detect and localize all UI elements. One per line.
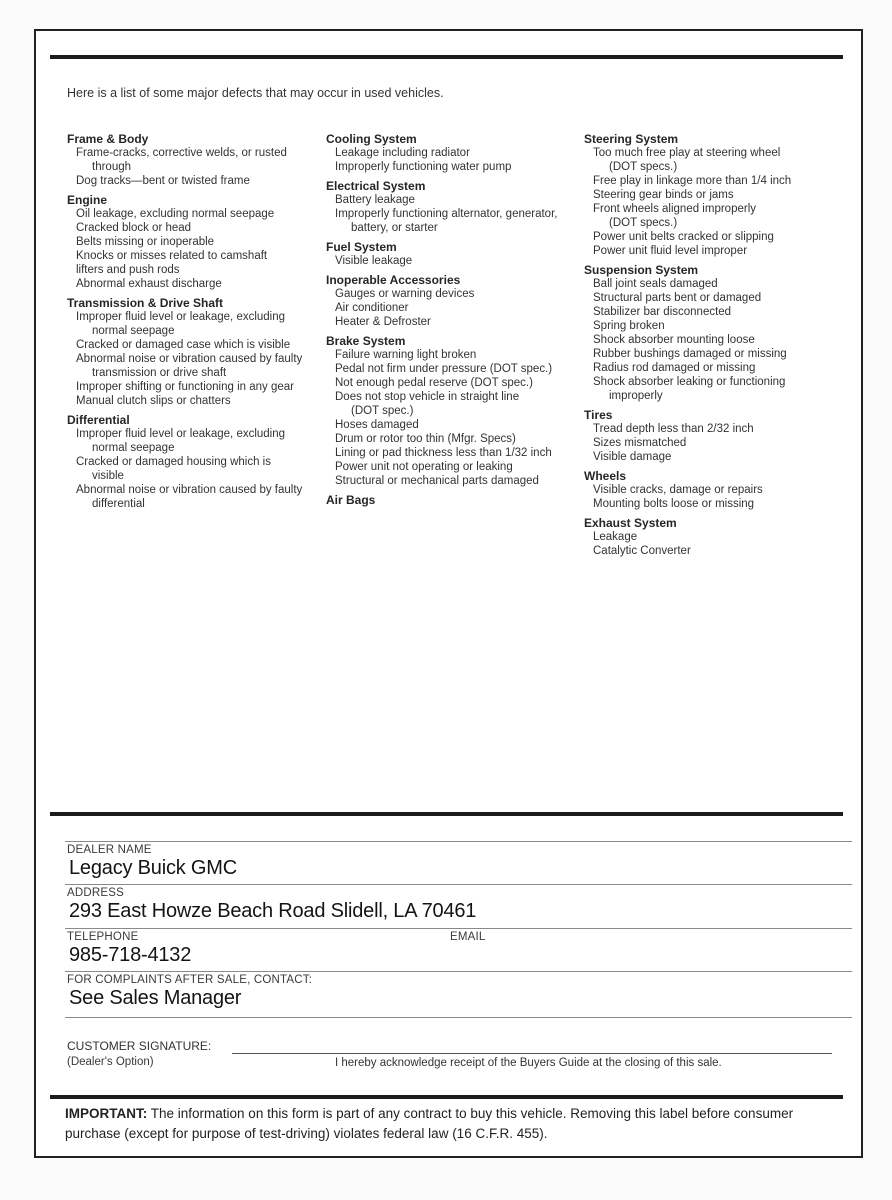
defect-line: Visible cracks, damage or repairs [593,484,763,496]
defect-section-title: Cooling System [326,132,417,146]
defect-line: battery, or starter [351,222,438,234]
defect-line: Catalytic Converter [593,545,691,557]
defect-section-title: Steering System [584,132,679,146]
defect-line: Battery leakage [335,194,415,206]
defect-line: through [92,161,132,173]
defect-line: Radius rod damaged or missing [593,362,756,374]
telephone-value: 985-718-4132 [69,944,192,966]
defect-line: Manual clutch slips or chatters [76,395,231,407]
defect-line: Knocks or misses related to camshaft [76,250,268,262]
defect-section-title: Engine [67,193,108,207]
defect-section-title: Wheels [584,469,627,483]
defect-line: transmission or drive shaft [92,367,227,379]
customer-signature-line [232,1039,832,1054]
defects-list [67,132,849,558]
defects-column-3 [584,132,849,558]
defect-section-title: Exhaust System [584,516,677,530]
defect-line: Improper fluid level or leakage, excluding [76,311,286,323]
defect-line: Mounting bolts loose or missing [593,498,755,510]
intro-text: Here is a list of some major defects that may occur in used vehicles. [67,86,444,100]
customer-signature-label: CUSTOMER SIGNATURE: [67,1039,212,1053]
defects-column-1 [67,132,326,511]
defect-line: Leakage [593,531,638,543]
divider-line [65,928,852,929]
defect-line: Shock absorber mounting loose [593,334,755,346]
defect-line: Ball joint seals damaged [593,278,718,290]
defect-line: Abnormal noise or vibration caused by faulty [76,484,303,496]
defect-line: Free play in linkage more than 1/4 inch [593,175,792,187]
defect-line: Cracked or damaged housing which is [76,456,271,468]
defects-column-2 [326,132,584,507]
telephone-label: TELEPHONE [67,931,139,943]
defect-line: Hoses damaged [335,419,419,431]
defect-line: Abnormal exhaust discharge [76,278,222,290]
defect-section-title: Differential [67,413,130,427]
defect-line: improperly [609,390,663,402]
defect-line: Pedal not firm under pressure (DOT spec.) [335,363,553,375]
divider-line [65,841,852,842]
defect-line: Steering gear binds or jams [593,189,734,201]
defect-line: Oil leakage, excluding normal seepage [76,208,275,220]
defect-section-title: Tires [584,408,613,422]
important-notice-label: IMPORTANT: [65,1106,148,1121]
defect-line: Shock absorber leaking or functioning [593,376,786,388]
defect-line: Frame-cracks, corrective welds, or rusted [76,147,287,159]
complaints-label: FOR COMPLAINTS AFTER SALE, CONTACT: [67,974,313,986]
defect-line: normal seepage [92,325,175,337]
defect-line: Not enough pedal reserve (DOT spec.) [335,377,533,389]
defect-line: Power unit belts cracked or slipping [593,231,774,243]
defect-line: Power unit fluid level improper [593,245,748,257]
dealers-option-label: (Dealer's Option) [67,1056,154,1068]
address-label: ADDRESS [67,887,124,899]
defect-line: Dog tracks—bent or twisted frame [76,175,250,187]
buyers-guide-back-page [34,29,863,1158]
email-label: EMAIL [450,931,486,943]
defect-line: Improper fluid level or leakage, excluding [76,428,286,440]
defect-line: Structural parts bent or damaged [593,292,762,304]
defect-section-title: Electrical System [326,179,426,193]
defect-section-title: Inoperable Accessories [326,273,461,287]
defect-section-title: Transmission & Drive Shaft [67,296,224,310]
defect-line: Power unit not operating or leaking [335,461,513,473]
defect-line: Improper shifting or functioning in any gear [76,381,294,393]
defect-line: Abnormal noise or vibration caused by faulty [76,353,303,365]
defect-line: Lining or pad thickness less than 1/32 inch [335,447,552,459]
important-notice [65,1104,842,1143]
defect-section-title: Frame & Body [67,132,149,146]
defect-line: (DOT specs.) [609,161,678,173]
defect-line: Belts missing or inoperable [76,236,215,248]
footer-heavy-rule [50,1095,843,1099]
dealer-name-value: Legacy Buick GMC [69,857,237,879]
defect-section-title: Brake System [326,334,406,348]
defect-line: Visible damage [593,451,672,463]
defect-line: (DOT specs.) [609,217,678,229]
top-heavy-rule [50,55,843,59]
defect-line: (DOT spec.) [351,405,414,417]
defect-line: Spring broken [593,320,665,332]
defect-line: Structural or mechanical parts damaged [335,475,539,487]
defect-line: Tread depth less than 2/32 inch [593,423,754,435]
defect-line: Stabilizer bar disconnected [593,306,732,318]
divider-line [65,1017,852,1018]
defect-line: Improperly functioning alternator, generator, [335,208,558,220]
defect-line: Too much free play at steering wheel [593,147,781,159]
dealer-name-label: DEALER NAME [67,844,152,856]
defect-section-title: Suspension System [584,263,699,277]
defect-section-title: Air Bags [326,493,376,507]
defect-line: Visible leakage [335,255,413,267]
defect-line: Does not stop vehicle in straight line [335,391,520,403]
address-value: 293 East Howze Beach Road Slidell, LA 70461 [69,900,477,922]
defect-line: Cracked block or head [76,222,192,234]
defect-line: Improperly functioning water pump [335,161,512,173]
complaints-value: See Sales Manager [69,987,242,1009]
defect-line: lifters and push rods [76,264,180,276]
defect-line: Gauges or warning devices [335,288,475,300]
defect-line: Failure warning light broken [335,349,477,361]
defect-line: Rubber bushings damaged or missing [593,348,787,360]
defect-section-title: Fuel System [326,240,397,254]
defect-line: Sizes mismatched [593,437,687,449]
defect-line: normal seepage [92,442,175,454]
defect-line: Drum or rotor too thin (Mfgr. Specs) [335,433,516,445]
defect-line: Leakage including radiator [335,147,470,159]
defect-line: visible [92,470,124,482]
important-notice-text: The information on this form is part of any contract to buy this vehicle. Removing this label before consumer purchase (except for purpose of test-driving) violates federal law (16 C.F.R. 455). [65,1106,794,1141]
defect-line: Air conditioner [335,302,409,314]
defect-line: differential [92,498,145,510]
defect-line: Cracked or damaged case which is visible [76,339,291,351]
form-top-heavy-rule [50,812,843,816]
signature-acknowledgement-text: I hereby acknowledge receipt of the Buyers Guide at the closing of this sale. [335,1057,722,1069]
divider-line [65,884,852,885]
defect-line: Heater & Defroster [335,316,431,328]
defect-line: Front wheels aligned improperly [593,203,756,215]
divider-line [65,971,852,972]
